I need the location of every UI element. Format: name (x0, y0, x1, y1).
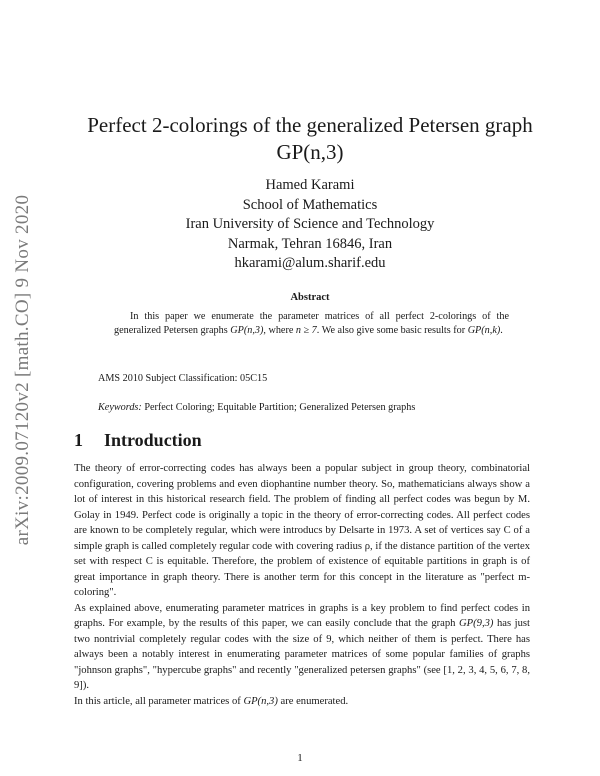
abstract-part: . We also give some basic results for (316, 325, 468, 336)
page-number: 1 (297, 752, 303, 764)
keywords-list: Perfect Coloring; Equitable Partition; Generalized Petersen graphs (144, 402, 416, 413)
math-inline: n ≥ 7 (295, 325, 317, 336)
abstract-text (114, 310, 509, 338)
abstract-part: In this paper we enumerate the parameter matrices of all perfect 2-colorings of the generalized Petersen graphs (114, 311, 509, 336)
abstract-heading: Abstract (290, 292, 330, 303)
author-university: Iran University of Science and Technology (185, 216, 435, 232)
paper-title (60, 112, 560, 166)
paragraph (74, 601, 530, 694)
ams-classification: AMS 2010 Subject Classification: 05C15 (98, 373, 268, 384)
author-name: Hamed Karami (265, 177, 355, 193)
section-heading (74, 430, 202, 451)
abstract-part: . (500, 325, 503, 336)
author-address: Narmak, Tehran 16846, Iran (227, 235, 393, 252)
arxiv-identifier: arXiv:2009.07120v2 [math.CO] 9 Nov 2020 (12, 194, 33, 546)
paragraph-part: As explained above, enumerating parameter matrices in graphs is a key problem to find perfect codes in graphs. For example, by the results of this paper, we can easily conclude that the graph (74, 602, 530, 629)
author-department: School of Mathematics (242, 196, 378, 213)
arxiv-sidebar (8, 180, 38, 560)
author-block (60, 176, 560, 274)
math-inline: GP(n,3) (243, 695, 278, 707)
title-line-1: Perfect 2-colorings of the generalized Petersen graph (87, 113, 533, 137)
section-number: 1 (74, 430, 83, 450)
section-title: Introduction (104, 430, 202, 450)
introduction-body (74, 461, 530, 709)
keywords-label: Keywords: (98, 402, 142, 413)
paragraph-part: are enumerated. (277, 695, 349, 707)
paragraph (74, 694, 530, 710)
title-line-2: GP(n,3) (276, 140, 344, 164)
paragraph-part: has just two nontrivial completely regular codes with the size of 9, which neither of them is perfect. There has always been a notably interest in enumerating parameter matrices of some popular families of graphs "johnson graphs", "hypercube graphs" and recently "generalized petersen graphs" (see [1, 2, 3, 4, 5, 6, 7, 8, 9]). (74, 618, 530, 691)
abstract-part: , where (263, 325, 296, 336)
paragraph: The theory of error-correcting codes has always been a popular subject in group theory, combinatorial configuration, covering problems and even diophantine number theory. So, mathematicians always show a lot of interest in this historical research field. The problem of finding all perfect codes was begun by M. Golay in 1949. Perfect code is originally a topic in the theory of error-correcting codes. All perfect codes are known to be completely regular, which were introducs by Delsarte in 1973. A set of vertices say C of a simple graph is called completely regular code with covering radius ρ, if the distance partition of the vertex set with respect C is equitable. Therefore, the problem of existence of equitable partitions in graph is of great importance in graph theory. There is another term for this concept in the literature as "perfect m-coloring". (74, 463, 530, 598)
author-email: hkarami@alum.sharif.edu (234, 255, 386, 271)
paragraph-part: In this article, all parameter matrices of (74, 695, 244, 707)
math-inline: GP(n,3) (230, 325, 264, 336)
keywords-line (98, 402, 415, 413)
math-inline: GP(n,k) (467, 325, 501, 336)
math-inline: GP(9,3) (459, 618, 494, 629)
